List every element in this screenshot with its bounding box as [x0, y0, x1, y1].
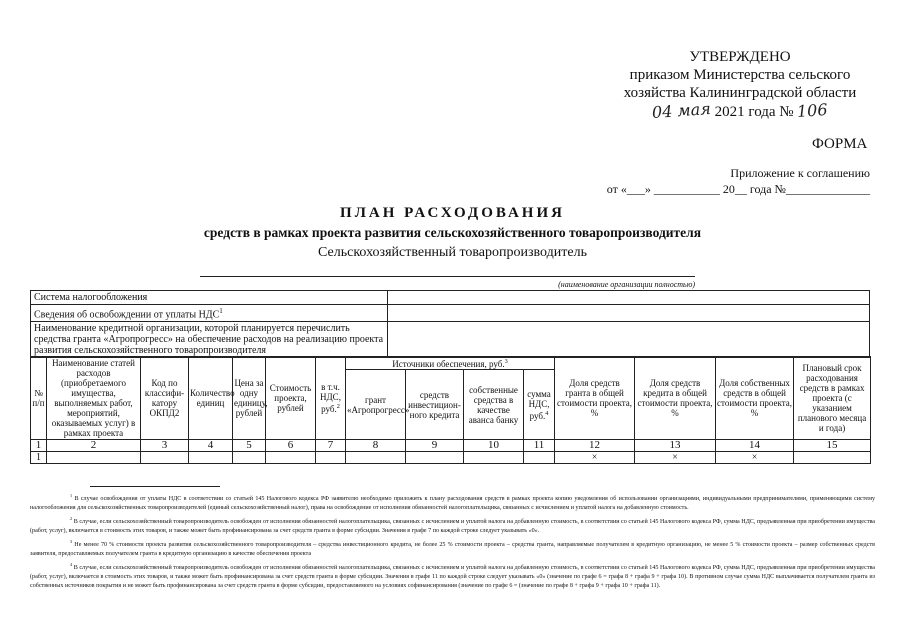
expenditure-table [30, 356, 871, 464]
column-number: 14 [716, 440, 794, 452]
column-number: 1 [31, 440, 47, 452]
column-number-row [31, 440, 871, 452]
footnote [30, 514, 875, 536]
header-credit: средств инвестицион-ного кредита [406, 370, 464, 440]
footnote-number: 4 [70, 562, 73, 568]
header-own-share: Доля собственных средств в общей стоимости проекта, % [716, 357, 794, 440]
table-cell [464, 452, 524, 464]
column-number: 8 [346, 440, 406, 452]
approval-order-line: приказом Министерства сельского [629, 67, 851, 83]
header-project-cost: Стоимость проекта, рублей [266, 357, 316, 440]
footnote-ref: 4 [545, 409, 549, 417]
header-vat-sum [524, 370, 555, 440]
info-label: Наименование кредитной организации, которой планируется перечислить средства гранта «Агропрогресс» на обеспечение расходов на реализацию проекта развития сельскохозяйственного товаропроизводителя [31, 322, 388, 358]
header-planned-term: Плановый срок расходования средств в рамках проекта (с указанием планового месяца и года) [794, 357, 871, 440]
header-quantity: Количество единиц [189, 357, 233, 440]
table-cell [189, 452, 233, 464]
footnote [30, 537, 875, 559]
approval-ministry-line: хозяйства Калининградской области [623, 85, 857, 101]
table-cell [794, 452, 871, 464]
table-row [31, 452, 871, 464]
column-number: 5 [233, 440, 266, 452]
column-number: 7 [316, 440, 346, 452]
table-cell [233, 452, 266, 464]
info-row-tax-system [31, 291, 870, 305]
header-grant-share: Доля средств гранта в общей стоимости проекта, % [555, 357, 635, 440]
column-number: 2 [47, 440, 141, 452]
footnote-ref: 3 [504, 358, 508, 365]
footnote-text: В случае, если сельскохозяйственный товаропроизводитель освобожден от исполнения обязанностей налогоплательщика, связанных с исчислением и уплатой налога на добавленную стоимость, в соответствии со статьей 145 Налогового кодекса РФ, сумма НДС, предъявленная при приобретении имущества (работ, услуг), включается в стоимость этих товаров, и также может быть профинансирована за счет средств гранта в форме субсидии. Значения в графе 11 по каждой строке следует указывать «0» (значение по графе 6 = графа 8 + графа 9 + графа 10). В противном случае сумма НДС выплачивается получателем гранта из собственных источников покрытия и не может быть профинансирована за счет средств гранта в форме субсидии, предоставляемого на условиях софинансирования (значение по графе 6 = (значение по графе 8 + графа 9 + графа 10 + графа 11). [30, 565, 875, 590]
footnote-separator [90, 486, 220, 487]
table-cell: 1 [31, 452, 47, 464]
table-cell: × [635, 452, 716, 464]
appendix-title: Приложение к соглашению [730, 166, 870, 180]
organization-name-line [200, 276, 695, 277]
info-value [388, 322, 870, 358]
handwritten-number: 106 [796, 99, 829, 122]
table-cell [47, 452, 141, 464]
form-label: ФОРМА [812, 136, 868, 152]
info-label: Система налогообложения [31, 291, 388, 305]
column-number: 12 [555, 440, 635, 452]
table-cell [141, 452, 189, 464]
column-number: 15 [794, 440, 871, 452]
table-cell: × [716, 452, 794, 464]
approval-block [590, 48, 890, 121]
column-number: 3 [141, 440, 189, 452]
footnote-ref: 2 [336, 403, 340, 410]
column-number: 9 [406, 440, 464, 452]
header-vat [316, 357, 346, 440]
approval-heading: УТВЕРЖДЕНО [689, 49, 791, 65]
document-title: ПЛАН РАСХОДОВАНИЯ [340, 205, 565, 221]
header-vat-sum-text: сумма НДС, руб. [527, 388, 551, 421]
appendix-agreement-line: от «___» ___________ 20__ года №______________ [606, 182, 870, 196]
document-subtitle: средств в рамках проекта развития сельскохозяйственного товаропроизводителя [203, 225, 702, 240]
footnotes [30, 491, 875, 592]
column-number: 10 [464, 440, 524, 452]
column-number: 11 [524, 440, 555, 452]
organization-name-caption: (наименование организации полностью) [558, 280, 695, 289]
footnote-number: 2 [70, 516, 73, 522]
approval-date-line [590, 98, 890, 123]
footnote [30, 560, 875, 591]
header-row-1 [31, 357, 871, 370]
column-number: 13 [635, 440, 716, 452]
header-okpd2: Код по классифи-катору ОКПД2 [141, 357, 189, 440]
header-sources-text: Источники обеспечения, руб. [392, 359, 505, 369]
table-cell: × [555, 452, 635, 464]
footnote-number: 1 [70, 493, 73, 498]
header-sources-group [346, 357, 555, 370]
footnote [30, 491, 875, 513]
footnote-number: 3 [70, 539, 73, 545]
table-cell [266, 452, 316, 464]
info-value [388, 305, 870, 322]
info-row-vat-exemption [31, 305, 870, 322]
table-cell [406, 452, 464, 464]
column-number: 4 [189, 440, 233, 452]
footnote-text: Не менее 70 % стоимости проекта развития сельскохозяйственного товаропроизводителя – средства инвестиционного кредита, не более 25 % стоимости проекта – средства гранта, направляемые получателем в кредитную организацию, не менее 5 % стоимости проекта – размер собственных средств заявителя, предоставляемых получателем гранта в кредитную организацию в качестве обеспечения проекта [30, 542, 875, 558]
table-cell [346, 452, 406, 464]
footnote-text: В случае освобождения от уплаты НДС в соответствии со статьей 145 Налогового кодекса РФ заявителю необходимо приложить к плану расходования средств в рамках проекта копию уведомления об использовании организациями, индивидуальными предпринимателями, применяющими систему налогообложения для сельскохозяйственных товаропроизводителей (единый сельскохозяйственный налог), права на освобождение от исполнения обязанностей налогоплательщика, связанных с исчислением и уплатой налога на добавленную стоимость. [30, 496, 875, 512]
header-credit-share: Доля средств кредита в общей стоимости проекта, % [635, 357, 716, 440]
header-item: Наименование статей расходов (приобретаемого имущества, выполняемых работ, мероприятий, оказываемых услуг) в рамках проекта [47, 357, 141, 440]
column-number: 6 [266, 440, 316, 452]
info-row-credit-org [31, 322, 870, 358]
header-num: № п/п [31, 357, 47, 440]
info-value [388, 291, 870, 305]
appendix-block [560, 165, 870, 197]
table-cell [316, 452, 346, 464]
table-cell [524, 452, 555, 464]
header-unit-price: Цена за одну единицу, рублей [233, 357, 266, 440]
info-table [30, 290, 870, 358]
info-label [31, 305, 388, 322]
handwritten-date: 04 мая [651, 98, 712, 123]
footnote-ref: 1 [219, 307, 223, 315]
footnote-text: В случае, если сельскохозяйственный товаропроизводитель освобожден от исполнения обязанностей налогоплательщика, связанных с исчислением и уплатой налога на добавленную стоимость, в соответствии со статьей 145 Налогового кодекса РФ, сумма НДС, предъявленная при приобретении имущества (работ, услуг), включается в стоимость этих товаров, и также может быть профинансирована за счет средств гранта в форме субсидии. Значения в графе 7 по каждой строке следует указывать «0». [30, 519, 875, 535]
approval-year-text: 2021 года № [714, 104, 794, 120]
producer-label: Сельскохозяйственный товаропроизводитель [318, 245, 587, 260]
header-grant: грант «Агропрогресс» [346, 370, 406, 440]
header-vat-text: в т.ч. НДС, руб. [320, 382, 341, 414]
info-label-text: Сведения об освобождении от уплаты НДС [34, 309, 220, 321]
header-own-funds: собственные средства в качестве аванса банку [464, 370, 524, 440]
